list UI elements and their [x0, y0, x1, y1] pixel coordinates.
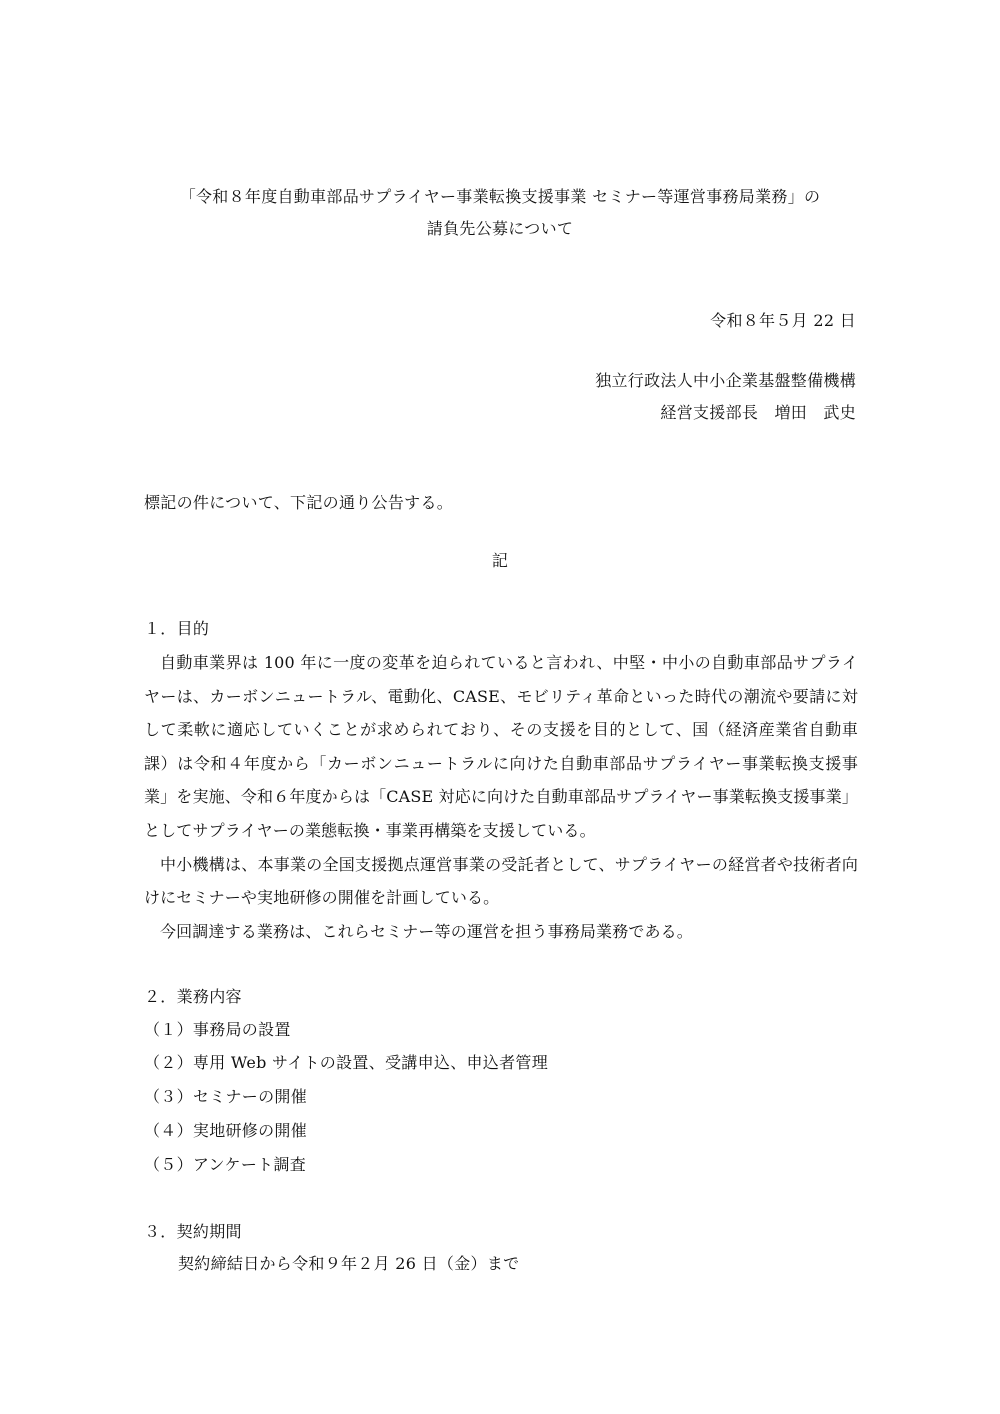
- section-1-body: [144, 646, 858, 948]
- issuer-person: 経営支援部長 増田 武史: [660, 403, 856, 422]
- section-1-paragraph: 今回調達する業務は、これらセミナー等の運営を担う事務局業務である。: [160, 921, 693, 941]
- list-item: （５）アンケート調査: [144, 1155, 307, 1174]
- list-item: （１）事務局の設置: [144, 1020, 291, 1039]
- section-1-paragraph: 自動車業界は 100 年に一度の変革を迫られていると言われ、中堅・中小の自動車部品サプライヤーは、カーボンニュートラル、電動化、CASE、モビリティ革命といった時代の潮流や要請に対して柔軟に適応していくことが求められており、その支援を目的として、国（経済産業省自動車課）は令和４年度から「カーボンニュートラルに向けた自動車部品サプライヤー事業転換支援事業」を実施、令和６年度からは「CASE 対応に向けた自動車部品サプライヤー事業転換支援事業」としてサプライヤーの業態転換・事業再構築を支援している。: [144, 653, 858, 840]
- section-3-heading: ３．契約期間: [144, 1222, 242, 1241]
- list-item: （３）セミナーの開催: [144, 1087, 308, 1106]
- document-title-line-2: 請負先公募について: [426, 219, 574, 238]
- section-1-paragraph: 中小機構は、本事業の全国支援拠点運営事業の受託者として、サプライヤーの経営者や技術者向けにセミナーや実地研修の開催を計画している。: [144, 854, 858, 908]
- list-item: （２）専用 Web サイトの設置、受講申込、申込者管理: [144, 1053, 549, 1072]
- ki-heading: 記: [491, 551, 509, 570]
- intro-text: 標記の件について、下記の通り公告する。: [144, 493, 454, 512]
- issuer-organization: 独立行政法人中小企業基盤整備機構: [595, 371, 856, 390]
- issue-date: 令和８年５月 22 日: [710, 311, 856, 330]
- list-item: （４）実地研修の開催: [144, 1121, 308, 1140]
- section-1-heading: １．目的: [144, 619, 210, 638]
- section-2-heading: ２．業務内容: [144, 987, 242, 1006]
- section-3-body: 契約締結日から令和９年２月 26 日（金）まで: [178, 1254, 520, 1273]
- document-title-line-1: 「令和８年度自動車部品サプライヤー事業転換支援事業 セミナー等運営事務局業務」の: [179, 187, 821, 206]
